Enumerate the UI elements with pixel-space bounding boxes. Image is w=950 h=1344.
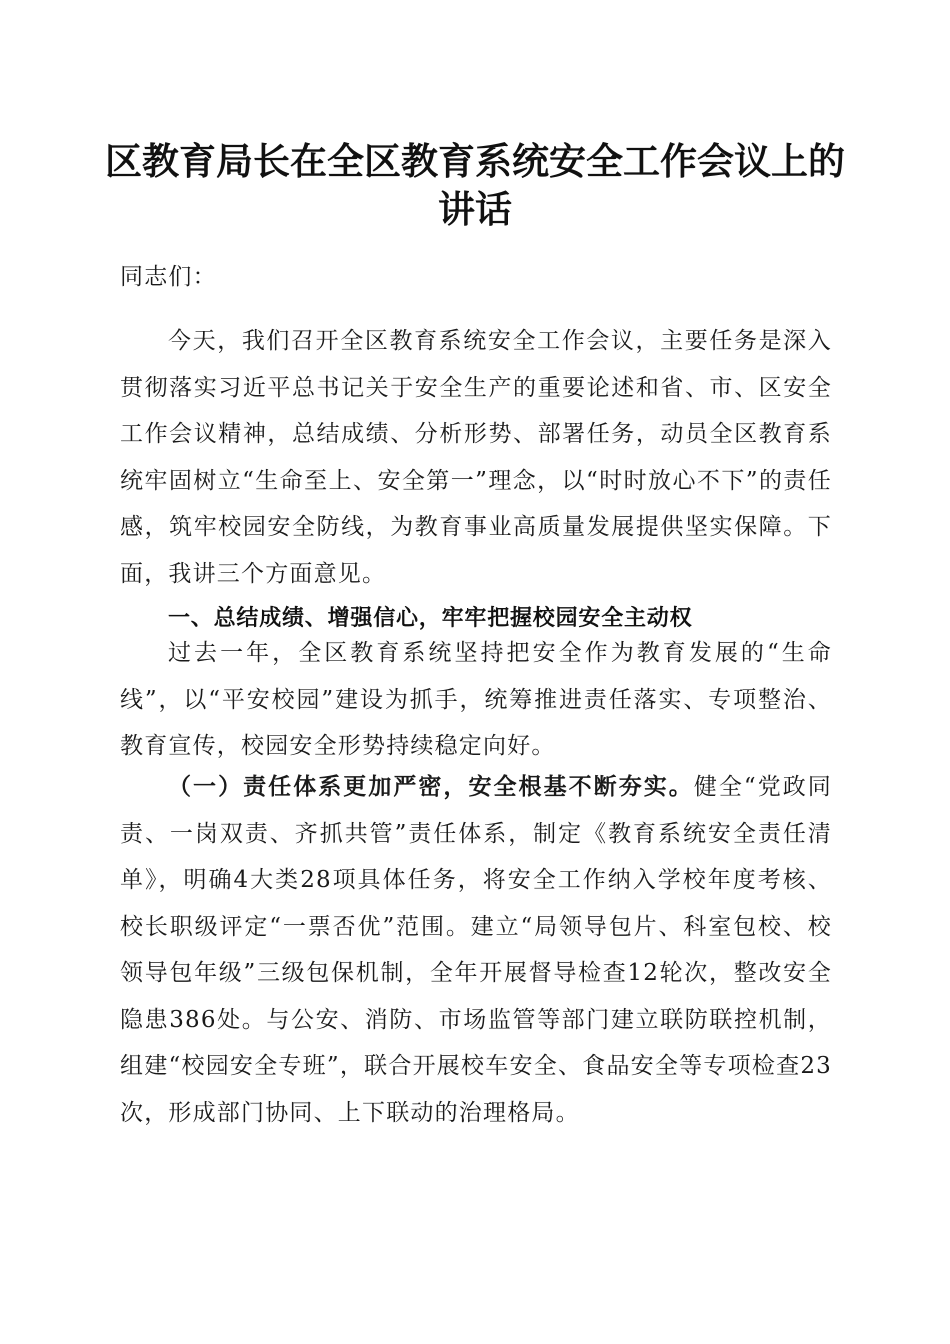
intro-paragraph: 今天，我们召开全区教育系统安全工作会议，主要任务是深入贯彻落实习近平总书记关于安全生产的重要论述和省、市、区安全工作会议精神，总结成绩、分析形势、部署任务，动员全区教育系统牢固树立“生命至上、安全第一”理念，以“时时放心不下”的责任感，筑牢校园安全防线，为教育事业高质量发展提供坚实保障。下面，我讲三个方面意见。: [120, 328, 832, 587]
subsection-1-body: 健全“党政同责、一岗双责、齐抓共管”责任体系，制定《教育系统安全责任清单》，明确4大类28项具体任务，将安全工作纳入学校年度考核、校长职级评定“一票否优”范围。建立“局领导包片、科室包校、校领导包年级”三级包保机制，全年开展督导检查12轮次，整改安全隐患386处。与公安、消防、市场监管等部门建立联防联控机制，组建“校园安全专班”，联合开展校车安全、食品安全等专项检查23次，形成部门协同、上下联动的治理格局。: [120, 774, 832, 1126]
document-title-line1: 区教育局长在全区教育系统安全工作会议上的: [105, 139, 845, 183]
document-title-line2: 讲话: [438, 187, 512, 231]
salutation: 同志们：: [120, 264, 217, 290]
subsection-1-paragraph: [120, 764, 832, 1136]
subsection-heading-1: （一）责任体系更加严密，安全根基不断夯实。: [168, 773, 694, 800]
section-heading-1: 一、总结成绩、增强信心，牢牢把握校园安全主动权: [168, 606, 693, 631]
section-1-paragraph: 过去一年，全区教育系统坚持把安全作为教育发展的“生命线”，以“平安校园”建设为抓手，统筹推进责任落实、专项整治、教育宣传，校园安全形势持续稳定向好。: [120, 640, 832, 759]
